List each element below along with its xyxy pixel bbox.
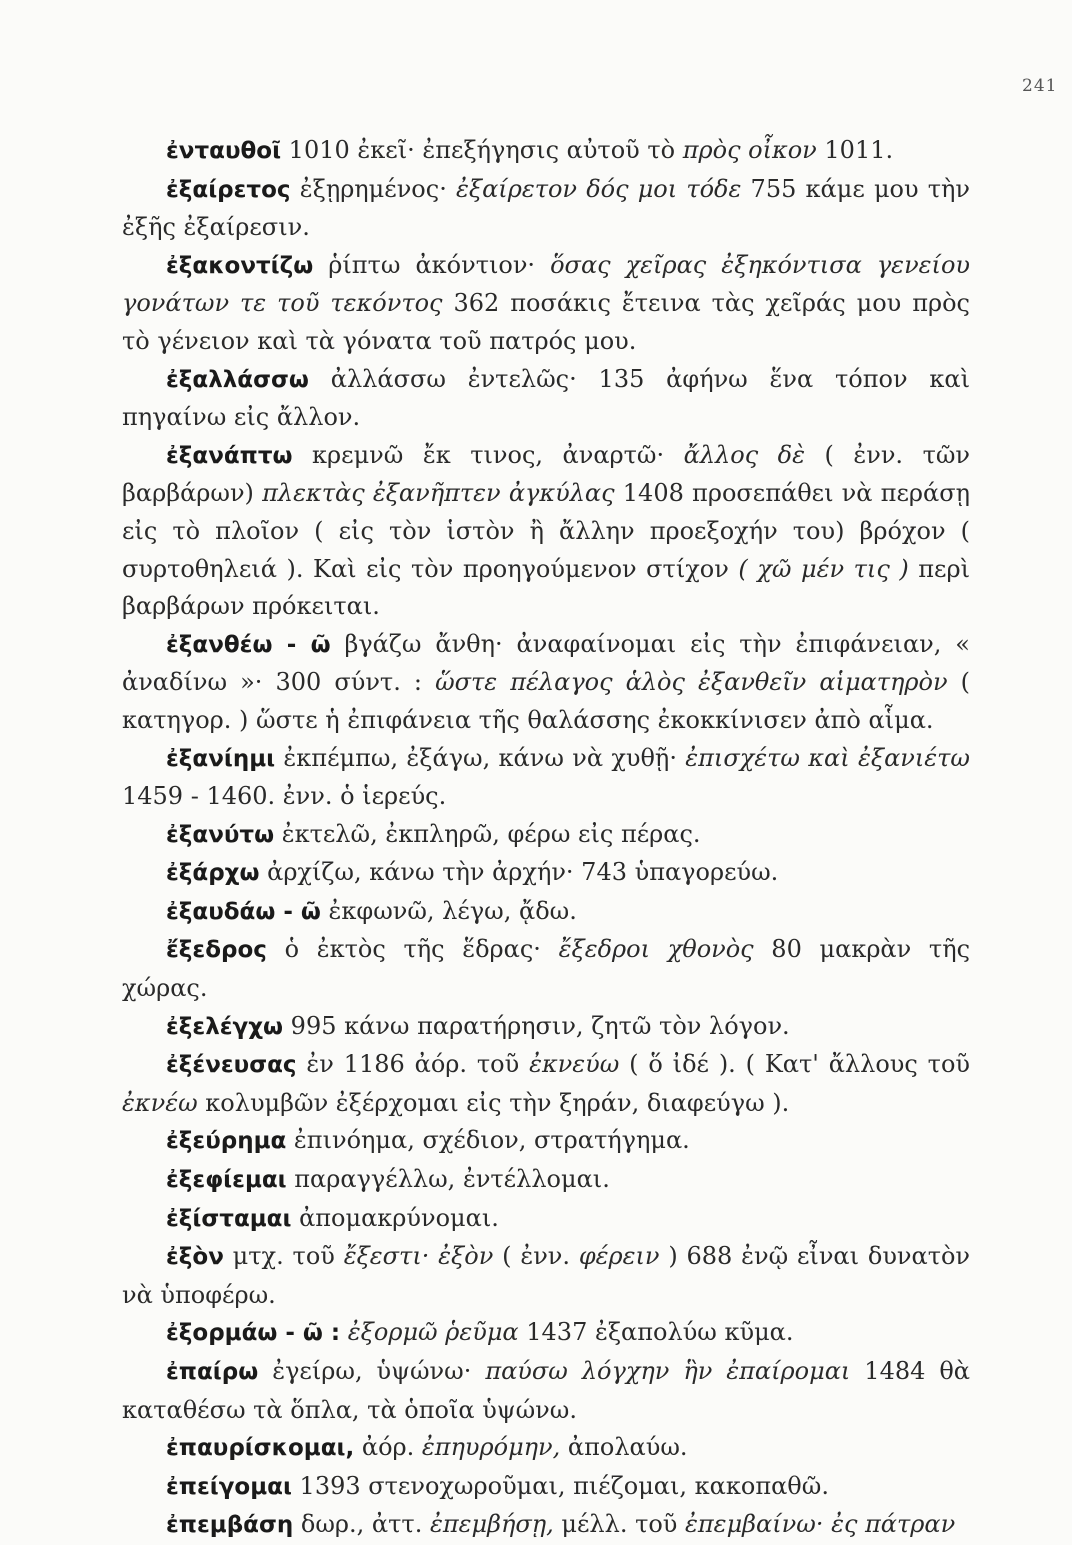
dictionary-entry bbox=[122, 1122, 970, 1161]
entry-definition: ἀλλάσσω ἐντελῶς· 135 ἀφήνω ἕνα τόπον καὶ πηγαίνω εἰς ἄλλον. bbox=[122, 364, 970, 432]
entry-headword: ἔξεδρος bbox=[166, 937, 267, 964]
entry-headword: ἐπαυρίσκομαι, bbox=[166, 1435, 355, 1462]
entry-quotation: ἐπηυρόμην, bbox=[421, 1433, 561, 1462]
entry-definition: ἐγείρω, ὑψώνω· bbox=[258, 1357, 486, 1385]
entry-definition: ἀπομακρύνομαι. bbox=[291, 1203, 499, 1232]
entry-quotation: ἔξεδροι χθονὸς bbox=[558, 935, 754, 964]
entry-quotation: ἐπεμβήσῃ, bbox=[429, 1510, 554, 1539]
dictionary-entry bbox=[122, 1046, 970, 1122]
dictionary-entry bbox=[122, 931, 970, 1007]
entry-definition: ῥίπτω ἀκόντιον· bbox=[313, 250, 551, 279]
entry-definition: 1459 - 1460. ἐνν. ὁ ἱερεύς. bbox=[122, 782, 447, 811]
entry-definition: ἀρχίζω, κάνω τὴν ἀρχήν· 743 ὑπαγορεύω. bbox=[259, 858, 779, 887]
entry-definition: ὁ ἐκτὸς τῆς ἕδρας· bbox=[266, 935, 559, 964]
entry-headword: ἐξεύρημα bbox=[166, 1128, 287, 1155]
entry-definition: κρεμνῶ ἔκ τινος, ἀναρτῶ· bbox=[292, 440, 684, 469]
entry-definition: μτχ. τοῦ bbox=[223, 1242, 344, 1271]
entry-quotation: ἐξαίρετον δός μοι τόδε bbox=[456, 174, 742, 203]
dictionary-entry bbox=[122, 1468, 970, 1507]
entry-definition: 1484 θὰ καταθέσω τὰ ὅπλα, τὰ ὁποῖα ὑψώνω. bbox=[122, 1357, 971, 1424]
dictionary-entry bbox=[122, 816, 970, 855]
entry-quotation: ἐξορμῶ ῥεῦμα bbox=[347, 1318, 519, 1347]
entry-headword: ἐξένευσας bbox=[166, 1052, 297, 1079]
entry-headword: ἐξορμάω - ῶ : bbox=[166, 1320, 341, 1347]
entry-headword: ἐξανίημι bbox=[166, 745, 276, 772]
entry-definition: ἐξῃρημένος· bbox=[290, 174, 456, 203]
entry-headword: ἐξελέγχω bbox=[166, 1013, 284, 1040]
dictionary-entry bbox=[122, 1008, 970, 1047]
entry-quotation: ( χῶ μέν τις ) bbox=[738, 554, 909, 583]
entry-quotation: πρὸς οἶκον bbox=[682, 136, 817, 164]
entry-definition: 1437 ἐξαπολύω κῦμα. bbox=[518, 1318, 794, 1347]
entry-definition: 755 κάμε μου τὴν ἐξῆς ἐξαίρεσιν. bbox=[122, 174, 970, 242]
dictionary-entry bbox=[122, 740, 970, 816]
entry-definition: παραγγέλλω, ἐντέλλομαι. bbox=[286, 1165, 610, 1194]
entry-definition: ( ἐνν. τῶν βαρβάρων) bbox=[122, 440, 971, 508]
entry-definition: ἐν 1186 ἀόρ. τοῦ bbox=[296, 1050, 530, 1079]
entry-definition: ( ἐνν. bbox=[493, 1242, 579, 1271]
dictionary-entry bbox=[122, 361, 970, 437]
entry-definition: 1010 ἐκεῖ· ἐπεξήγησις αὐτοῦ τὸ bbox=[281, 136, 683, 164]
entry-definition: περὶ βαρβάρων πρόκειται. bbox=[122, 554, 970, 621]
entry-definition: ) 688 ἐνῷ εἶναι δυνατὸν νὰ ὑποφέρω. bbox=[122, 1242, 971, 1309]
entry-headword: ἐξίσταμαι bbox=[166, 1205, 292, 1232]
dictionary-entry bbox=[122, 1200, 970, 1239]
entry-quotation: πλεκτὰς ἐξανῆπτεν ἀγκύλας bbox=[262, 479, 615, 508]
entry-headword: ἐξαυδάω - ῶ bbox=[166, 898, 321, 925]
dictionary-entry bbox=[122, 893, 970, 932]
entry-headword: ἐπαίρω bbox=[166, 1359, 259, 1385]
entry-definition: ( ὅ ἰδέ ). ( Κατ' ἄλλους τοῦ bbox=[619, 1050, 971, 1079]
entry-headword: ἐξὸν bbox=[166, 1244, 224, 1271]
dictionary-entry bbox=[122, 1314, 970, 1353]
entry-definition: κολυμβῶν ἐξέρχομαι εἰς τὴν ξηράν, διαφεύγω ). bbox=[197, 1088, 790, 1117]
entry-headword: ἐξανύτω bbox=[166, 821, 275, 848]
dictionary-entry bbox=[122, 247, 970, 361]
entry-definition: 80 μακρὰν τῆς χώρας. bbox=[122, 935, 971, 1003]
entry-headword: ἐξανθέω - ῶ bbox=[166, 631, 331, 658]
dictionary-entry bbox=[122, 171, 970, 247]
page-number: 241 bbox=[1022, 76, 1058, 96]
entry-definition: ἐπινόημα, σχέδιον, στρατήγημα. bbox=[286, 1126, 690, 1155]
entry-headword: ἐπεμβάση bbox=[166, 1512, 294, 1539]
entry-definition: ἐκφωνῶ, λέγω, ᾄδω. bbox=[320, 896, 577, 925]
dictionary-entry bbox=[122, 854, 970, 893]
entry-headword: ἐξεφίεμαι bbox=[166, 1167, 287, 1194]
entry-definition: 1011. bbox=[816, 136, 894, 164]
entry-headword: ἐξαίρετος bbox=[166, 176, 291, 203]
entry-quotation: ἐπισχέτω καὶ ἐξανιέτω bbox=[685, 743, 971, 772]
entry-quotation: ἐκνεύω bbox=[529, 1050, 620, 1079]
dictionary-entry bbox=[122, 1238, 970, 1314]
dictionary-entry bbox=[122, 1429, 970, 1468]
entry-quotation: παύσω λόγχην ἣν ἐπαίρομαι bbox=[485, 1357, 851, 1385]
entry-definition: ἀπολαύω. bbox=[560, 1433, 688, 1462]
entry-definition: 362 ποσάκις ἔτεινα τὰς χεῖράς μου πρὸς τὸ γένειον καὶ τὰ γόνατα τοῦ πατρός μου. bbox=[122, 289, 970, 355]
dictionary-entry bbox=[122, 437, 970, 626]
entry-headword: ἐξακοντίζω bbox=[166, 252, 314, 279]
entry-definition: 1408 προσεπάθει νὰ περάσῃ εἰς τὸ πλοῖον ( εἰς τὸν ἱστὸν ἢ ἄλλην προεξοχήν του) βρόχον ( συρτοθηλειά ). Καὶ εἰς τὸν προηγούμενον στίχον bbox=[122, 479, 970, 583]
entry-headword: ἐπείγομαι bbox=[166, 1473, 292, 1500]
entry-definition: ( κατηγορ. ) ὥστε ἡ ἐπιφάνεια τῆς θαλάσσης ἐκοκκίνισεν ἀπὸ αἷμα. bbox=[122, 668, 971, 734]
entry-definition: μέλλ. τοῦ bbox=[553, 1510, 686, 1539]
entry-headword: ἐξαλλάσσω bbox=[166, 366, 309, 393]
entry-quotation: ἄλλος δὲ bbox=[683, 440, 805, 469]
dictionary-entry bbox=[122, 626, 970, 740]
dictionary-entries bbox=[122, 132, 970, 1545]
entry-quotation: ἐπεμβαίνω· ἐς πάτραν bbox=[685, 1510, 956, 1539]
dictionary-entry bbox=[122, 132, 970, 171]
entry-headword: ἐξανάπτω bbox=[166, 442, 293, 469]
dictionary-entry bbox=[122, 1353, 970, 1429]
entry-definition bbox=[340, 1318, 348, 1346]
entry-headword: ἐξάρχω bbox=[166, 860, 260, 887]
dictionary-entry bbox=[122, 1506, 970, 1545]
entry-quotation: φέρειν bbox=[578, 1242, 660, 1271]
entry-definition: δωρ., ἀττ. bbox=[293, 1510, 430, 1539]
entry-definition: 1393 στενοχωροῦμαι, πιέζομαι, κακοπαθῶ. bbox=[291, 1471, 829, 1500]
entry-quotation: ἐκνέω bbox=[122, 1088, 198, 1117]
entry-definition: βγάζω ἄνθη· ἀναφαίνομαι εἰς τὴν ἐπιφάνειαν, « ἀναδίνω »· 300 σύντ. : bbox=[122, 629, 970, 697]
dictionary-entry bbox=[122, 1161, 970, 1200]
entry-definition: 995 κάνω παρατήρησιν, ζητῶ τὸν λόγον. bbox=[283, 1011, 790, 1040]
entry-definition: ἐκπέμπω, ἐξάγω, κάνω νὰ χυθῇ· bbox=[275, 743, 686, 772]
entry-headword: ἐνταυθοῖ bbox=[166, 138, 282, 164]
entry-quotation: ἔξεστι· ἐξὸν bbox=[343, 1242, 494, 1271]
entry-definition: ἐκτελῶ, ἐκπληρῶ, φέρω εἰς πέρας. bbox=[274, 819, 701, 848]
entry-quotation: ὥστε πέλαγος ἁλὸς ἐξανθεῖν αἱματηρὸν bbox=[435, 668, 948, 697]
entry-quotation: ὅσας χεῖρας ἐξηκόντισα γενείου γονάτων τε τοῦ τεκόντος bbox=[122, 250, 970, 318]
entry-definition: ἀόρ. bbox=[354, 1433, 422, 1462]
